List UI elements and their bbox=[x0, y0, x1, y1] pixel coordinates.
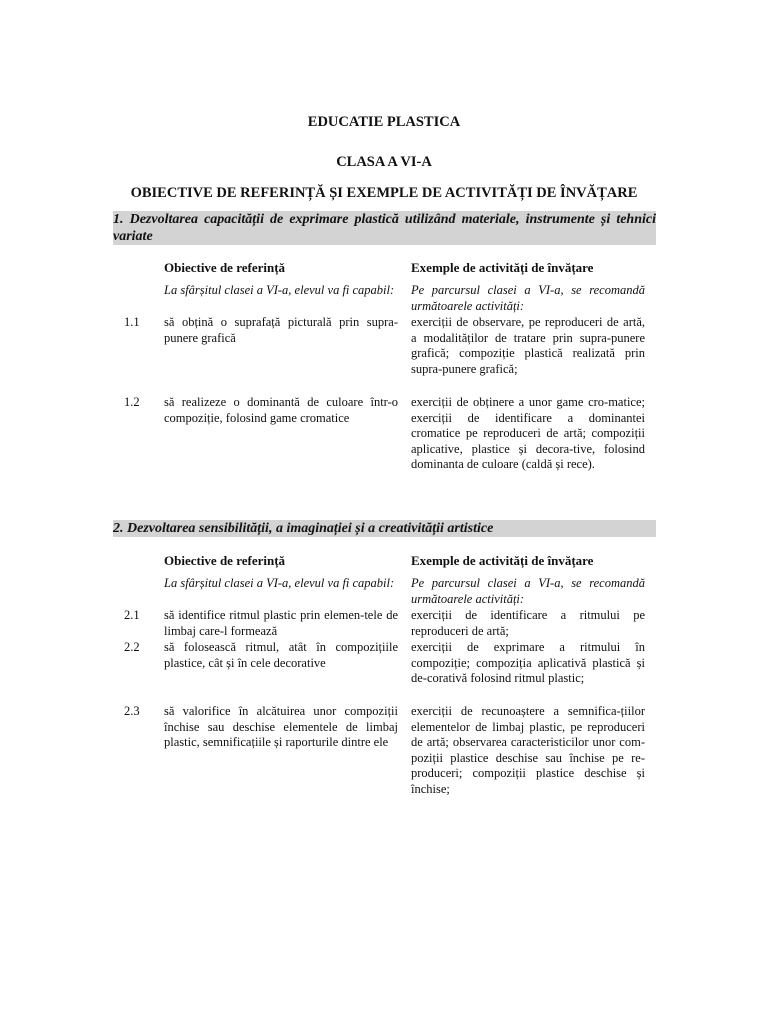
section-2-banner: 2. Dezvoltarea sensibilității, a imaginației și a creativității artistice bbox=[113, 520, 656, 537]
intro-right-1: Pe parcursul clasei a VI-a, se recomandă următoarele activități: bbox=[411, 283, 645, 313]
item-number-2-3: 2.3 bbox=[124, 704, 140, 718]
activities-2-1: exerciții de identificare a ritmului pe reproduceri de artă; bbox=[411, 608, 645, 638]
item-number-2-2: 2.2 bbox=[124, 640, 140, 654]
objectives-header-2: Obiective de referință bbox=[164, 553, 286, 568]
activities-2-2: exerciții de exprimare a ritmului în compoziție; compoziția aplicativă plastică și de-corativă folosind ritmul plastic; bbox=[411, 640, 645, 686]
intro-left-2: La sfârșitul clasei a VI-a, elevul va fi capabil: bbox=[164, 576, 395, 590]
item-number-2-1: 2.1 bbox=[124, 608, 140, 622]
item-number-1-1: 1.1 bbox=[124, 315, 140, 329]
activities-header-1: Exemple de activități de învățare bbox=[411, 260, 594, 275]
activities-header-2: Exemple de activități de învățare bbox=[411, 553, 594, 568]
intro-right-2: Pe parcursul clasei a VI-a, se recomandă următoarele activități: bbox=[411, 576, 645, 606]
objective-2-3: să valorifice în alcătuirea unor compoziții închise sau deschise elementele de limbaj plastic, semnificațiile și raporturile dintre ele bbox=[164, 704, 398, 750]
class-title: CLASA A VI-A bbox=[336, 154, 432, 170]
section-heading: OBIECTIVE DE REFERINȚĂ ȘI EXEMPLE DE ACTIVITĂȚI DE ÎNVĂȚARE bbox=[130, 185, 638, 201]
activities-1-2: exerciții de obținere a unor game cro-matice; exerciții de identificare a dominantei cromatice pe reproduceri de artă; compoziții aplicative, plastice și decora-tive, folosind dominanta de culoare (caldă și rece). bbox=[411, 395, 645, 472]
item-number-1-2: 1.2 bbox=[124, 395, 140, 409]
objective-2-1: să identifice ritmul plastic prin elemen-tele de limbaj care-l formează bbox=[164, 608, 398, 638]
document-title: EDUCATIE PLASTICA bbox=[307, 114, 461, 130]
section-1-banner: 1. Dezvoltarea capacității de exprimare plastică utilizând materiale, instrumente și tehnici variate bbox=[113, 212, 656, 244]
intro-left-1: La sfârșitul clasei a VI-a, elevul va fi capabil: bbox=[164, 283, 395, 297]
objective-1-1: să obțină o suprafață picturală prin supra-punere grafică bbox=[164, 315, 398, 345]
activities-1-1: exerciții de observare, pe reproduceri de artă, a modalităților de tratare prin supra-punere grafică; compoziție plastică realizată prin supra-punere grafică; bbox=[411, 315, 645, 376]
objective-2-2: să folosească ritmul, atât în compozițiile plastice, cât și în cele decorative bbox=[164, 640, 398, 670]
objective-1-2: să realizeze o dominantă de culoare într-o compoziție, folosind game cromatice bbox=[164, 395, 398, 425]
activities-2-3: exerciții de recunoaștere a semnifica-țiilor elementelor de limbaj plastic, pe reproduceri de artă; observarea caracteristicilor unor com-poziții plastice deschise sau închise pe re-produceri; compoziții plastice deschise și închise; bbox=[411, 704, 645, 796]
objectives-header-1: Obiective de referință bbox=[164, 260, 286, 275]
